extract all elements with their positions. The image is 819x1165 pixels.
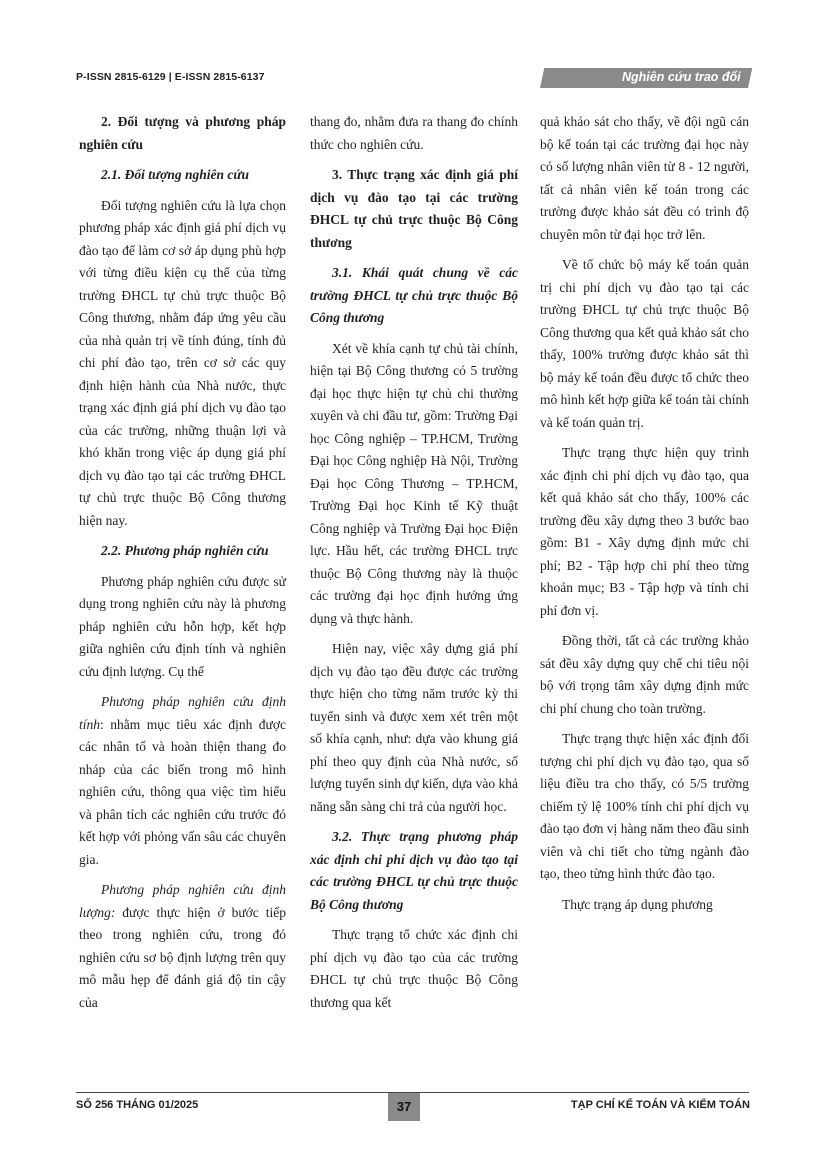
paragraph: Xét về khía cạnh tự chủ tài chính, hiện tại Bộ Công thương có 5 trường đại học thực hiện tự chủ chi thường xuyên và chi đầu tư, gồm: Trường Đại học Công nghiệp – TP.HCM, Trường Đại học Công nghiệp Hà Nội, Trường Đại học Công Thương – TP.HCM, Trường Đại học Kinh tế Kỹ thuật Công nghiệp và Trường Đại học Điện lực. Hầu hết, các trường ĐHCL trực thuộc Bộ Công thương này là thuộc các trường đại học định hướng ứng dụng và thực hành. [310, 340, 518, 626]
paragraph: Thực trạng thực hiện quy trình xác định chi phí dịch vụ đào tạo, qua kết quả khảo sát cho thấy, 100% các trường đều xây dựng theo 3 bước bao gồm: B1 - Xây dựng định mức chi phí; B2 - Tập hợp chi phí theo từng khoản mục; B3 - Tập hợp và tính chi phí đơn vị. [540, 445, 749, 618]
term-qualitative: Phương pháp nghiên cứu định tính [79, 694, 286, 732]
subsection-heading-2-1: 2.1. Đối tượng nghiên cứu [101, 167, 249, 182]
paragraph: Đồng thời, tất cả các trường khảo sát đều xây dựng quy chế chi tiêu nội bộ với trọng tâm xây dựng định mức chi phí chung cho toàn trường. [540, 633, 749, 716]
term-quantitative: Phương pháp nghiên cứu định lượng: [79, 882, 286, 920]
paragraph: Đối tượng nghiên cứu là lựa chọn phương pháp xác định giá phí dịch vụ đào tạo để làm cơ sở áp dụng phù hợp với từng điều kiện cụ thể của từng trường ĐHCL tự chủ trực thuộc Bộ Công thương, nhằm đáp ứng yêu cầu của nhà quản trị về tính đúng, tính đủ chi phí đào tạo, trên cơ sở các quy định hiện hành của Nhà nước, thực trạng xác định giá phí dịch vụ đào tạo của các trường, những thuận lợi và khó khăn trong việc áp dụng giá phí dịch vụ đào tạo tại các trường ĐHCL tự chủ trực thuộc Bộ Công thương hiện nay. [79, 197, 286, 528]
issn-header: P-ISSN 2815-6129 | E-ISSN 2815-6137 [76, 71, 265, 83]
paragraph-text: : nhằm mục tiêu xác định được các nhân tố và hoàn thiện thang đo nháp của các biến trong mô hình nghiên cứu, thông qua việc tìm hiểu và phân tích các nghiên cứu trước đó kết hợp với phỏng vấn sâu các chuyên gia. [79, 716, 286, 867]
column-3 [540, 111, 749, 916]
paragraph [79, 879, 286, 1014]
section-heading-3: 3. Thực trạng xác định giá phí dịch vụ đào tạo tại các trường ĐHCL tự chủ trực thuộc Bộ Công thương [310, 167, 518, 250]
paragraph: quả khảo sát cho thấy, về đội ngũ cán bộ kế toán tại các trường đại học này có số lượng nhân viên từ 8 - 12 người, tất cả nhân viên kế toán trong các trường được khảo sát đều có trình độ chuyên môn từ đại học trở lên. [540, 114, 749, 242]
paragraph: Thực trạng áp dụng phương [562, 896, 713, 912]
paragraph: thang đo, nhằm đưa ra thang đo chính thức cho nghiên cứu. [310, 114, 518, 152]
paragraph [79, 691, 286, 871]
paragraph-text: được thực hiện ở bước tiếp theo trong nghiên cứu, trong đó nghiên cứu sơ bộ định lượng trên quy mô mẫu hẹp để đánh giá độ tin cậy của [79, 904, 286, 1010]
paragraph: Thực trạng thực hiện xác định đối tượng chi phí dịch vụ đào tạo, qua số liệu điều tra cho thấy, có 5/5 trường chiếm tỷ lệ 100% tính chi phí dịch vụ đào tạo đơn vị hàng năm theo đầu sinh viên và chi tiết cho từng ngành đào tạo, theo từng hình thức đào tạo. [540, 731, 749, 881]
subsection-heading-2-2: 2.2. Phương pháp nghiên cứu [101, 543, 269, 558]
paragraph: Hiện nay, việc xây dựng giá phí dịch vụ đào tạo đều được các trường thực hiện cho từng năm trước kỳ thi tuyển sinh và được xem xét trên một số khía cạnh, như: dựa vào khung giá phí theo quy định của Nhà nước, số lượng tuyển sinh dự kiến, dựa vào khả năng sẵn sàng chi trả của người học. [310, 641, 518, 814]
section-title: Nghiên cứu trao đổi [622, 70, 741, 84]
subsection-heading-3-1: 3.1. Khái quát chung về các trường ĐHCL tự chủ trực thuộc Bộ Công thương [310, 265, 518, 325]
paragraph: Phương pháp nghiên cứu được sử dụng trong nghiên cứu này là phương pháp nghiên cứu hỗn hợp, kết hợp giữa nghiên cứu định tính và nghiên cứu định lượng. Cụ thể [79, 573, 286, 679]
page-number: 37 [388, 1093, 420, 1121]
section-heading-2: 2. Đối tượng và phương pháp nghiên cứu [79, 114, 286, 152]
column-2 [310, 111, 518, 1014]
subsection-heading-3-2: 3.2. Thực trạng phương pháp xác định chi phí dịch vụ đào tạo tại các trường ĐHCL tự chủ trực thuộc Bộ Công thương [310, 829, 518, 912]
column-1 [79, 111, 286, 1014]
paragraph: Về tổ chức bộ máy kế toán quản trị chi phí dịch vụ đào tạo tại các trường ĐHCL tự chủ trực thuộc Bộ Công thương qua kết quả khảo sát cho thấy, 100% trường được khảo sát thì bộ máy kế toán đều được tổ chức theo mô hình kết hợp giữa kế toán tài chính và kế toán quản trị. [540, 257, 749, 430]
issue-label: SỐ 256 THÁNG 01/2025 [76, 1099, 199, 1111]
journal-name: TẠP CHÍ KẾ TOÁN VÀ KIỂM TOÁN [570, 1099, 750, 1111]
paragraph: Thực trạng tổ chức xác định chi phí dịch vụ đào tạo của các trường ĐHCL tự chủ trực thuộc Bộ Công thương qua kết [310, 927, 518, 1010]
